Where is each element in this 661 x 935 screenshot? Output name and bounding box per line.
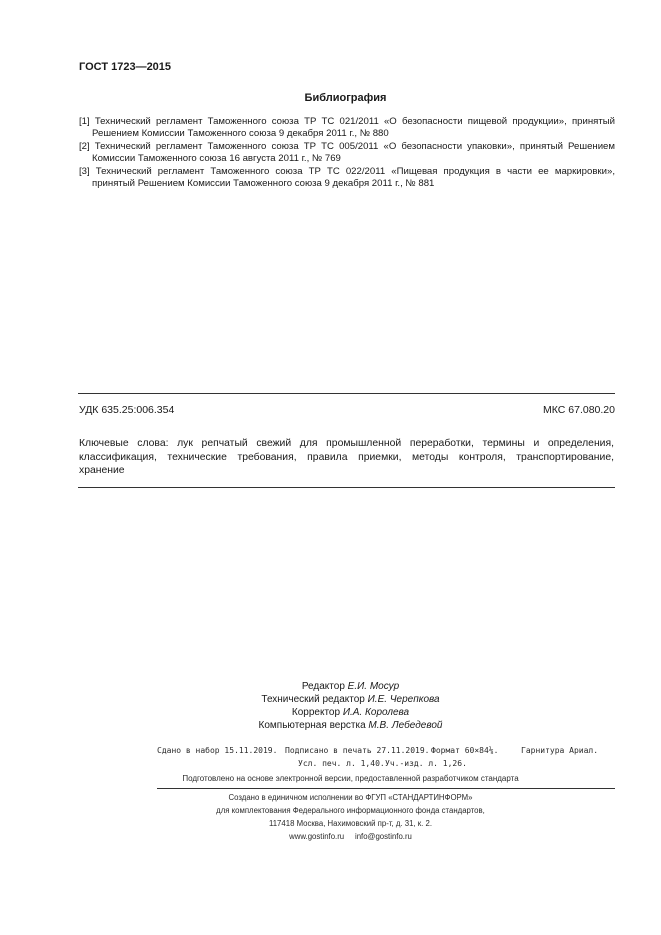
print-signed: Подписано в печать 27.11.2019. [285, 746, 430, 755]
publisher-email-link[interactable]: info@gostinfo.ru [354, 832, 412, 841]
document-code: ГОСТ 1723—2015 [79, 61, 172, 73]
divider-publisher [157, 788, 615, 789]
credit-layout: Компьютерная верстка М.В. Лебедевой [258, 720, 443, 731]
publisher-line-2: для комплектования Федерального информационного фонда стандартов, [216, 806, 485, 815]
print-pub-sheets: Уч.-изд. л. 1,26. [385, 759, 467, 768]
print-font: Гарнитура Ариал. [521, 746, 599, 755]
divider-top [78, 393, 615, 394]
prepared-note: Подготовлено на основе электронной версии, предоставленной разработчиком стандарта [182, 774, 519, 783]
publisher-line-3: 117418 Москва, Нахимовский пр-т, д. 31, к. 2. [268, 819, 433, 828]
keywords: Ключевые слова: лук репчатый свежий для промышленной переработки, термины и определения, классификация, технические требования, правила приемки, методы контроля, транспортирование, хранение [79, 438, 614, 476]
divider-bottom [78, 487, 615, 488]
bibliography-list [79, 116, 615, 190]
credit-editor: Редактор Е.И. Мосур [301, 681, 400, 692]
credit-corrector: Корректор И.А. Королева [291, 707, 410, 718]
publisher-site-link[interactable]: www.gostinfo.ru [289, 832, 345, 841]
bibliography-ref-3: [3] Технический регламент Таможенного союза ТР ТС 022/2011 «Пищевая продукция в части ее маркировки», принятый Решением Комиссии Таможенного союза 9 декабря 2011 г., № 881 [79, 165, 615, 190]
bibliography-title: Библиография [304, 92, 387, 104]
print-sheets: Усл. печ. л. 1,40. [298, 759, 385, 768]
print-format: Формат 60×84⅛. [431, 746, 499, 755]
udk-code: УДК 635.25:006.354 [79, 404, 175, 416]
publisher-line-1: Создано в единичном исполнении во ФГУП «СТАНДАРТИНФОРМ» [228, 793, 473, 802]
bibliography-ref-2: [2] Технический регламент Таможенного союза ТР ТС 005/2011 «О безопасности упаковки», принятый Решением Комиссии Таможенного союза 16 августа 2011 г., № 769 [79, 140, 615, 165]
credit-tech-editor: Технический редактор И.Е. Черепкова [261, 694, 440, 705]
bibliography-ref-1: [1] Технический регламент Таможенного союза ТР ТС 021/2011 «О безопасности пищевой продукции», принятый Решением Комиссии Таможенного союза 9 декабря 2011 г., № 880 [79, 116, 615, 140]
print-sent: Сдано в набор 15.11.2019. [157, 746, 278, 755]
publisher-contacts [40, 830, 661, 843]
publisher-block [0, 791, 661, 843]
mks-code: МКС 67.080.20 [543, 404, 615, 416]
credits-block [0, 680, 661, 732]
